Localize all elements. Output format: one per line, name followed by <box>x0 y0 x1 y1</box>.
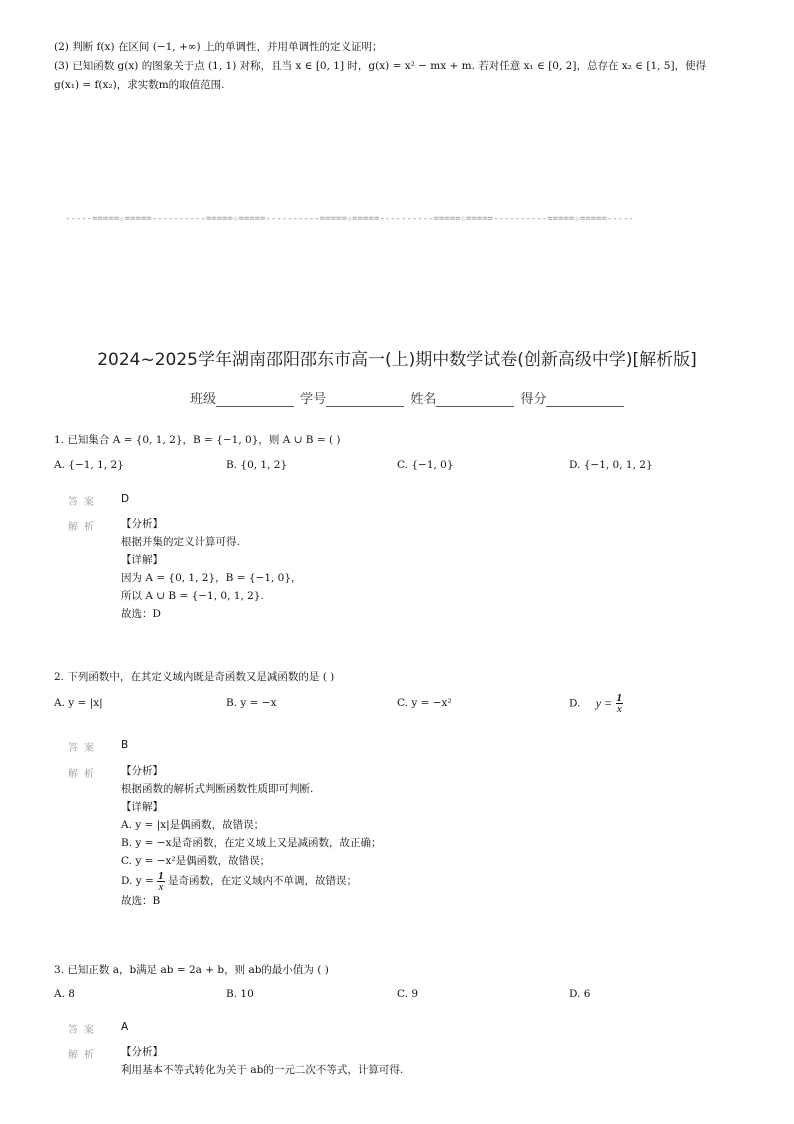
explanation-line: 利用基本不等式转化为关于 ab的一元二次不等式，计算可得. <box>121 1064 404 1076</box>
explanation-line: 【详解】 <box>121 801 163 813</box>
question-1-option-a[interactable]: A. {−1, 1, 2} <box>54 459 124 471</box>
explanation-line-fraction <box>121 870 382 892</box>
question-3-option-c[interactable]: C. 9 <box>397 988 419 1000</box>
prev-question-part-2: (2) 判断 f(x) 在区间 (−1, +∞) 上的单调性，并用单调性的定义证明； <box>54 41 383 53</box>
explanation-line: 所以 A ∪ B = {−1, 0, 1, 2}. <box>121 590 264 602</box>
question-2-answer: B <box>121 739 129 751</box>
explanation-line: A. y = |x|是偶函数，故错误； <box>121 819 265 831</box>
fraction-denominator: x <box>158 880 164 893</box>
name-blank[interactable] <box>436 394 514 407</box>
question-2-option-a[interactable]: A. y = |x| <box>54 697 103 709</box>
question-1-answer-label: 答案 <box>68 497 100 508</box>
question-1-answer: D <box>121 493 130 505</box>
name-label: 姓名 <box>410 392 437 407</box>
question-3-stem: 3. 已知正数 a，b满足 ab = 2a + b，则 ab的最小值为 ( ) <box>54 964 329 976</box>
fraction-one-over-x <box>157 871 165 892</box>
page-divider: -----=====☆=====----------=====☆=====----------=====☆=====----------=====☆=====----------=====☆=====----- <box>65 214 634 224</box>
explanation-line: 【分析】 <box>121 765 163 777</box>
explanation-line: 【分析】 <box>121 1046 163 1058</box>
question-1-option-d[interactable]: D. {−1, 0, 1, 2} <box>569 459 653 471</box>
score-label: 得分 <box>520 392 547 407</box>
fraction-numerator: 1 <box>158 869 164 882</box>
explanation-line: 故选：D <box>121 608 161 620</box>
question-3-option-d[interactable]: D. 6 <box>569 988 591 1000</box>
option-d-prefix: y = <box>595 695 613 710</box>
page-title: 2024~2025学年湖南邵阳邵东市高一(上)期中数学试卷(创新高级中学)[解析版] <box>97 350 697 370</box>
question-3-option-b[interactable]: B. 10 <box>226 988 254 1000</box>
option-d-letter: D. <box>569 697 581 710</box>
question-2-option-c[interactable]: C. y = −x² <box>397 697 452 709</box>
question-3-answer-label: 答案 <box>68 1025 100 1036</box>
question-2-option-b[interactable]: B. y = −x <box>226 697 277 709</box>
question-1-option-b[interactable]: B. {0, 1, 2} <box>226 459 288 471</box>
explanation-line: B. y = −x是奇函数，在定义域上又是减函数，故正确； <box>121 837 382 849</box>
question-3-answer: A <box>121 1021 129 1033</box>
question-2-stem: 2. 下列函数中，在其定义域内既是奇函数又是减函数的是 ( ) <box>54 671 335 683</box>
fraction-line-text: 是奇函数，在定义域内不单调，故错误； <box>167 875 357 887</box>
explanation-line: C. y = −x²是偶函数，故错误； <box>121 855 271 867</box>
student-info-line <box>190 388 626 407</box>
question-1-option-c[interactable]: C. {−1, 0} <box>397 459 454 471</box>
question-2-option-d[interactable] <box>569 693 623 714</box>
fraction-denominator: x <box>616 703 622 715</box>
fraction-line-prefix: D. y = <box>121 875 154 887</box>
question-2-answer-label: 答案 <box>68 743 100 754</box>
question-3-analysis-label: 解析 <box>68 1050 100 1061</box>
explanation-line: 因为 A = {0, 1, 2}，B = {−1, 0}， <box>121 572 302 584</box>
prev-question-part-3-cont: g(x₁) = f(x₂)，求实数m的取值范围. <box>54 79 225 91</box>
student-id-blank[interactable] <box>326 394 404 407</box>
question-3-explanation <box>121 1043 403 1079</box>
explanation-line: 根据函数的解析式判断函数性质即可判断. <box>121 783 314 795</box>
class-blank[interactable] <box>216 394 294 407</box>
question-1-explanation <box>121 515 302 623</box>
question-2-analysis-label: 解析 <box>68 769 100 780</box>
fraction-one-over-x <box>616 693 624 714</box>
student-id-label: 学号 <box>300 392 327 407</box>
question-3-option-a[interactable]: A. 8 <box>54 988 75 1000</box>
explanation-line: 故选：B <box>121 895 161 907</box>
score-blank[interactable] <box>546 394 624 407</box>
explanation-line: 【详解】 <box>121 554 163 566</box>
prev-question-part-3: (3) 已知函数 g(x) 的图象关于点 (1, 1) 对称，且当 x ∈ [0, 1] 时，g(x) = x² − mx + m. 若对任意 x₁ ∈ [0, 2]，总存在 x₂ ∈ [1, 5]，使得 <box>54 60 707 72</box>
explanation-line: 根据并集的定义计算可得. <box>121 536 240 548</box>
fraction-numerator: 1 <box>616 692 623 704</box>
question-2-explanation <box>121 762 382 910</box>
question-1-analysis-label: 解析 <box>68 522 100 533</box>
question-1-stem: 1. 已知集合 A = {0, 1, 2}，B = {−1, 0}，则 A ∪ B = ( ) <box>54 434 341 446</box>
explanation-line: 【分析】 <box>121 518 163 530</box>
class-label: 班级 <box>190 392 217 407</box>
